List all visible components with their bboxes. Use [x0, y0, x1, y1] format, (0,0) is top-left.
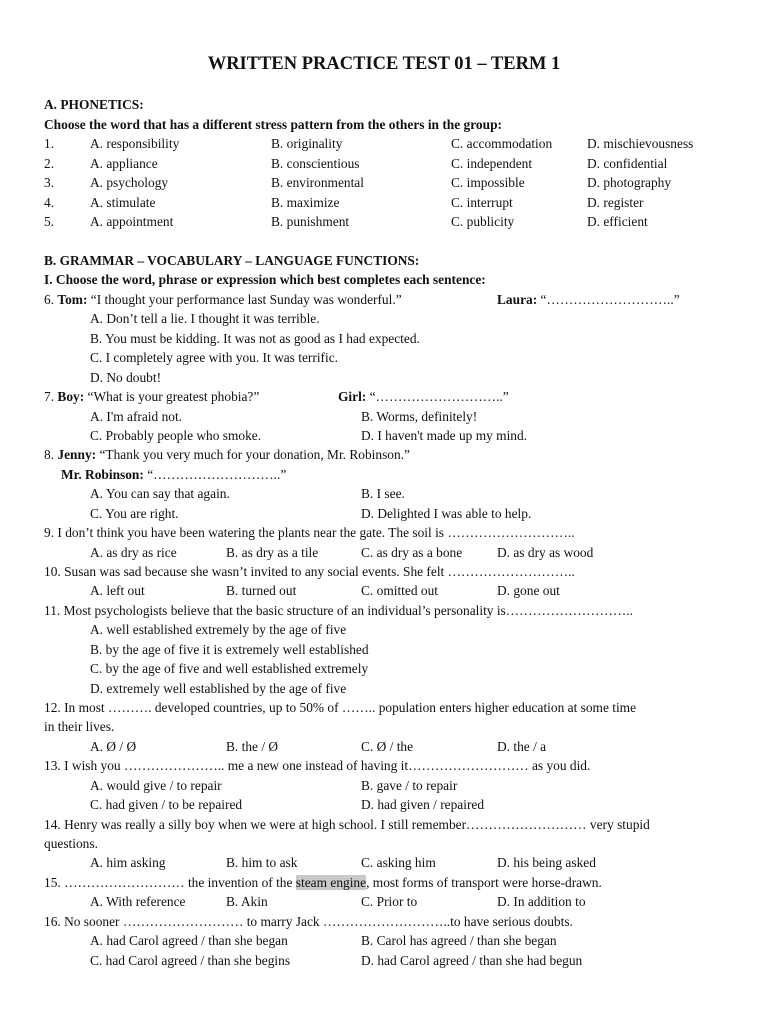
question-10-stem: 10. Susan was sad because she wasn’t invited to any social events. She felt ……………………….. [44, 564, 575, 579]
option-c: C. omitted out [361, 583, 438, 598]
speaker-name: Girl: [338, 389, 367, 404]
option-c: C. You are right. [90, 506, 179, 521]
section-heading-grammar: B. GRAMMAR – VOCABULARY – LANGUAGE FUNCTIONS: [44, 253, 420, 268]
option-d: D. confidential [587, 156, 668, 171]
option-d: D. extremely well established by the age of five [90, 681, 347, 696]
option-d: D. mischievousness [587, 136, 694, 151]
speaker-name: Tom: [57, 292, 88, 307]
option-c: C. had Carol agreed / than she begins [90, 953, 291, 968]
option-b: B. conscientious [271, 156, 360, 171]
option-b: B. Worms, definitely! [361, 409, 478, 424]
option-d: D. his being asked [497, 855, 596, 870]
option-c: C. Prior to [361, 894, 418, 909]
highlighted-text: steam engine [295, 875, 367, 890]
phonetics-instruction: Choose the word that has a different stress pattern from the others in the group: [44, 117, 502, 132]
option-c: C. asking him [361, 855, 436, 870]
option-a: A. responsibility [90, 136, 180, 151]
stem-text: 15. ……………………… the invention of the [44, 875, 296, 890]
question-6-response [497, 292, 680, 308]
option-a: A. You can say that again. [90, 486, 230, 501]
option-d: D. register [587, 195, 644, 210]
dialogue-text: “What is your greatest phobia?” [84, 389, 260, 404]
option-d: D. had Carol agreed / than she had begun [361, 953, 583, 968]
speaker-name: Boy: [57, 389, 85, 404]
grammar-instruction: I. Choose the word, phrase or expression which best completes each sentence: [44, 272, 486, 287]
dialogue-text: “………………………..” [143, 467, 287, 482]
option-b: B. originality [271, 136, 343, 151]
option-c: C. I completely agree with you. It was terrific. [90, 350, 339, 365]
option-c: C. publicity [451, 214, 515, 229]
option-a: A. psychology [90, 175, 169, 190]
option-c: C. as dry as a bone [361, 545, 463, 560]
option-c: C. accommodation [451, 136, 553, 151]
question-16-stem: 16. No sooner ……………………… to marry Jack ………………………..to have serious doubts. [44, 914, 573, 929]
option-a: A. him asking [90, 855, 166, 870]
question-8-response [61, 467, 286, 483]
page-title: WRITTEN PRACTICE TEST 01 – TERM 1 [207, 54, 561, 74]
speaker-name: Mr. Robinson: [61, 467, 144, 482]
question-number: 6. [44, 292, 55, 307]
option-a: A. Ø / Ø [90, 739, 137, 754]
option-c: C. had given / to be repaired [90, 797, 243, 812]
question-9-stem: 9. I don’t think you have been watering the plants near the gate. The soil is ……………………….. [44, 525, 575, 540]
dialogue-text: “I thought your performance last Sunday was wonderful.” [87, 292, 402, 307]
option-c: C. independent [451, 156, 533, 171]
option-b: B. by the age of five it is extremely well established [90, 642, 369, 657]
dialogue-text: “………………………..” [537, 292, 680, 307]
option-c: C. impossible [451, 175, 525, 190]
question-number: 5. [44, 214, 55, 229]
option-d: D. No doubt! [90, 370, 162, 385]
option-c: C. Ø / the [361, 739, 414, 754]
option-d: D. as dry as wood [497, 545, 594, 560]
option-c: C. interrupt [451, 195, 513, 210]
option-b: B. You must be kidding. It was not as good as I had expected. [90, 331, 420, 346]
question-number: 7. [44, 389, 55, 404]
option-d: D. In addition to [497, 894, 586, 909]
option-a: A. stimulate [90, 195, 156, 210]
option-b: B. environmental [271, 175, 364, 190]
option-d: D. the / a [497, 739, 547, 754]
question-number: 1. [44, 136, 55, 151]
question-15-stem [44, 875, 602, 891]
option-a: A. Don’t tell a lie. I thought it was terrible. [90, 311, 320, 326]
option-b: B. the / Ø [226, 739, 279, 754]
question-number: 2. [44, 156, 55, 171]
question-12-stem-continued: in their lives. [44, 719, 115, 734]
dialogue-text: “………………………..” [366, 389, 509, 404]
option-d: D. I haven't made up my mind. [361, 428, 528, 443]
question-7-stem [44, 389, 259, 405]
question-number: 8. [44, 447, 55, 462]
option-b: B. Akin [226, 894, 268, 909]
section-heading-phonetics: A. PHONETICS: [44, 97, 144, 112]
option-b: B. turned out [226, 583, 297, 598]
option-c: C. Probably people who smoke. [90, 428, 262, 443]
option-a: A. left out [90, 583, 145, 598]
option-d: D. had given / repaired [361, 797, 485, 812]
option-b: B. him to ask [226, 855, 298, 870]
option-a: A. as dry as rice [90, 545, 177, 560]
question-11-stem: 11. Most psychologists believe that the basic structure of an individual’s personality is……………………….. [44, 603, 633, 618]
dialogue-text: “Thank you very much for your donation, Mr. Robinson.” [96, 447, 410, 462]
speaker-name: Jenny: [57, 447, 97, 462]
stem-text: , most forms of transport were horse-drawn. [366, 875, 602, 890]
option-d: D. efficient [587, 214, 648, 229]
option-b: B. gave / to repair [361, 778, 458, 793]
option-b: B. maximize [271, 195, 340, 210]
question-7-response [338, 389, 509, 405]
question-13-stem: 13. I wish you ………………….. me a new one instead of having it……………………… as you did. [44, 758, 591, 773]
option-a: A. I'm afraid not. [90, 409, 183, 424]
question-number: 3. [44, 175, 55, 190]
question-8-stem [44, 447, 410, 463]
option-b: B. Carol has agreed / than she began [361, 933, 557, 948]
question-12-stem: 12. In most ………. developed countries, up to 50% of …….. population enters higher education at some time [44, 700, 637, 715]
option-b: B. punishment [271, 214, 350, 229]
question-14-stem: 14. Henry was really a silly boy when we were at high school. I still remember……………………… very stupid [44, 817, 650, 832]
option-d: D. Delighted I was able to help. [361, 506, 532, 521]
option-d: D. photography [587, 175, 672, 190]
option-a: A. well established extremely by the age of five [90, 622, 347, 637]
option-a: A. would give / to repair [90, 778, 222, 793]
option-a: A. appliance [90, 156, 158, 171]
option-d: D. gone out [497, 583, 560, 598]
question-number: 4. [44, 195, 55, 210]
option-b: B. I see. [361, 486, 405, 501]
question-14-stem-continued: questions. [44, 836, 98, 851]
option-a: A. appointment [90, 214, 174, 229]
question-6-stem [44, 292, 402, 308]
option-a: A. had Carol agreed / than she began [90, 933, 288, 948]
option-c: C. by the age of five and well established extremely [90, 661, 369, 676]
option-a: A. With reference [90, 894, 186, 909]
option-b: B. as dry as a tile [226, 545, 319, 560]
speaker-name: Laura: [497, 292, 538, 307]
